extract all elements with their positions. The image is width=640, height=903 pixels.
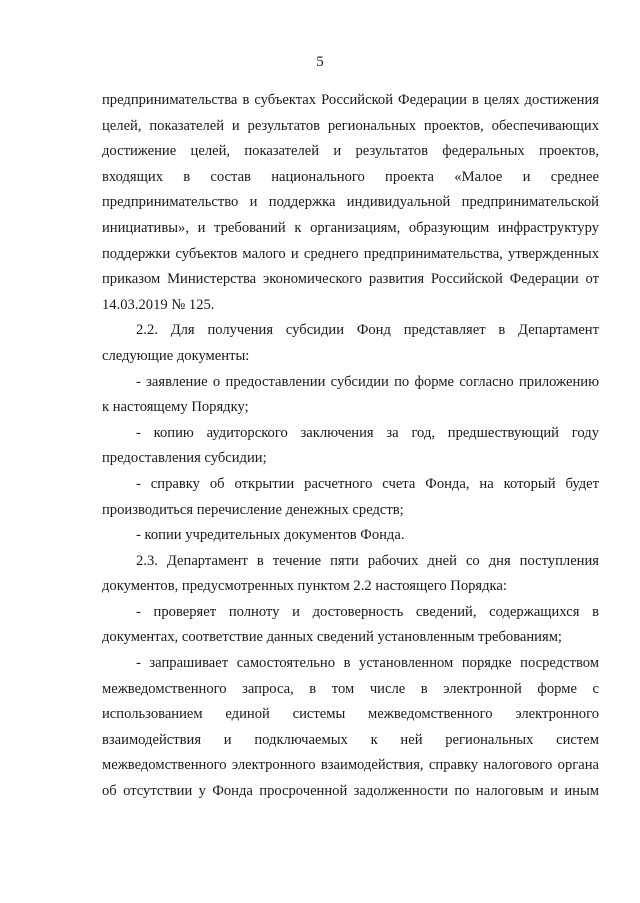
text-line: достижение целей, показателей и результатов федеральных проектов, <box>102 143 599 160</box>
text-line: - копии учредительных документов Фонда. <box>136 527 405 544</box>
text-line: приказом Министерства экономического развития Российской Федерации от <box>102 271 599 288</box>
page-number: 5 <box>316 54 324 70</box>
text-line: документов, предусмотренных пунктом 2.2 настоящего Порядка: <box>102 578 507 595</box>
text-line: инициативы», и требований к организациям, образующим инфраструктуру <box>102 219 599 236</box>
text-line: межведомственного электронного взаимодействия, справку налогового органа <box>102 757 599 774</box>
body-text <box>102 88 599 805</box>
text-line: межведомственного запроса, в том числе в электронной форме с <box>102 680 599 697</box>
text-line: 14.03.2019 № 125. <box>102 296 215 313</box>
text-line: к настоящему Порядку; <box>102 399 249 416</box>
text-line: предоставления субсидии; <box>102 450 267 467</box>
text-line: - копию аудиторского заключения за год, предшествующий году <box>136 424 599 441</box>
text-line: предпринимательства в субъектах Российской Федерации в целях достижения <box>102 92 599 108</box>
text-line: - заявление о предоставлении субсидии по форме согласно приложению <box>136 373 599 390</box>
text-line: - справку об открытии расчетного счета Фонда, на который будет <box>136 475 599 492</box>
text-line: входящих в состав национального проекта «Малое и среднее <box>102 168 599 185</box>
text-line: - проверяет полноту и достоверность сведений, содержащихся в <box>136 603 599 620</box>
text-line: поддержки субъектов малого и среднего предпринимательства, утвержденных <box>102 245 599 262</box>
text-line: об отсутствии у Фонда просроченной задолженности по налоговым и иным <box>102 783 599 800</box>
text-line: целей, показателей и результатов региональных проектов, обеспечивающих <box>102 117 599 134</box>
text-line: документах, соответствие данных сведений установленным требованиям; <box>102 629 562 646</box>
text-line: 2.2. Для получения субсидии Фонд представляет в Департамент <box>136 322 599 339</box>
text-line: взаимодействия и подключаемых к ней региональных систем <box>102 731 599 748</box>
text-line: предпринимательство и поддержка индивидуальной предпринимательской <box>102 194 599 211</box>
text-line: 2.3. Департамент в течение пяти рабочих дней со дня поступления <box>136 552 599 569</box>
text-line: следующие документы: <box>102 347 250 364</box>
text-line: использованием единой системы межведомственного электронного <box>102 706 599 723</box>
text-line: - запрашивает самостоятельно в установленном порядке посредством <box>136 655 599 672</box>
text-line: производиться перечисление денежных средств; <box>102 501 404 518</box>
